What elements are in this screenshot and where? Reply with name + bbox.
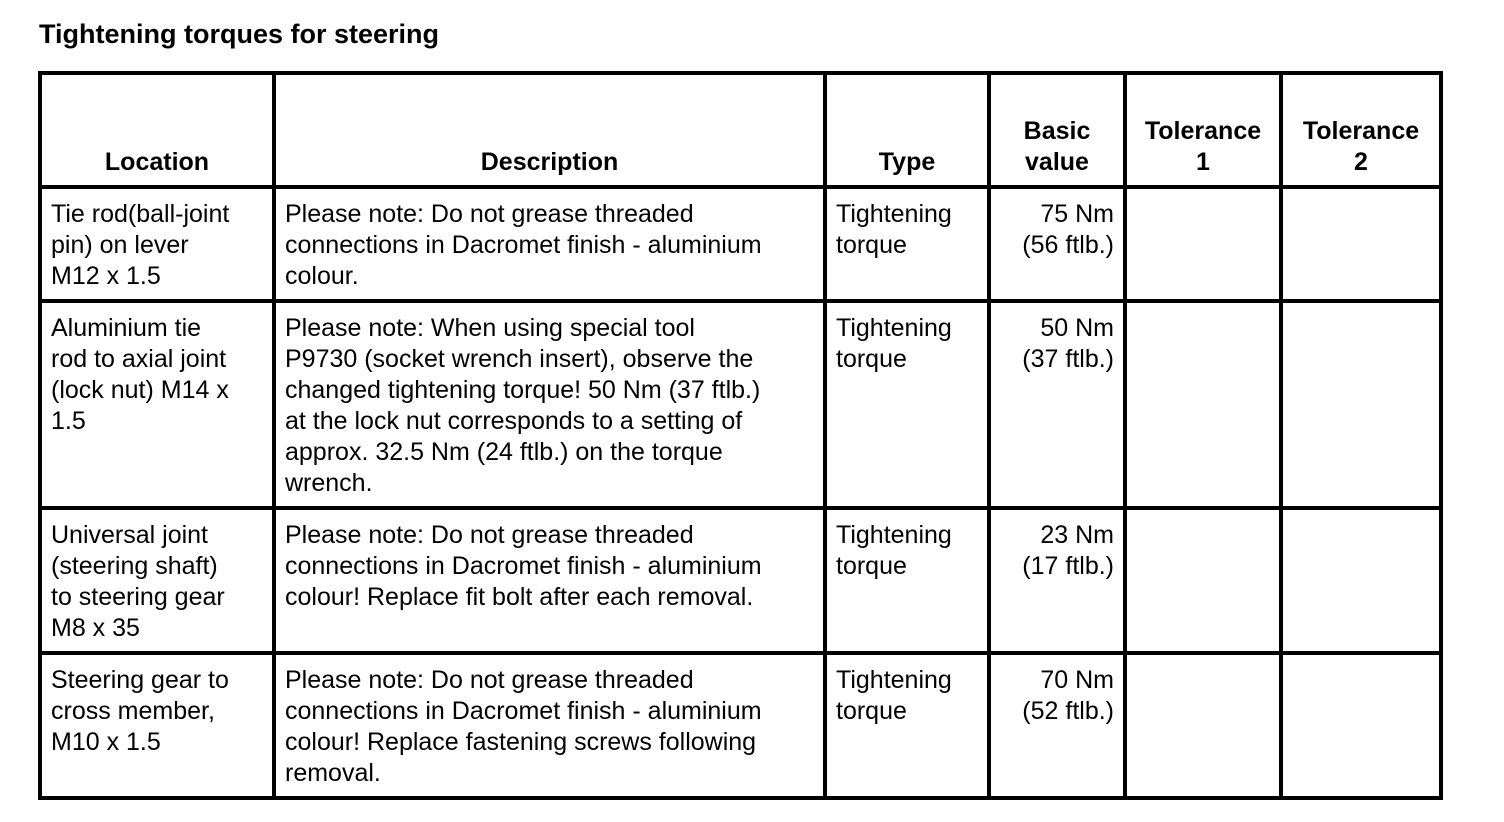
header-description: Description — [274, 73, 825, 187]
cell-tolerance-2 — [1281, 301, 1441, 508]
header-type: Type — [825, 73, 989, 187]
table-header-row — [40, 73, 1441, 187]
header-tolerance-1: Tolerance 1 — [1125, 73, 1281, 187]
cell-description: Please note: Do not grease threaded connections in Dacromet finish - aluminium colour! Replace fit bolt after each removal. — [274, 508, 825, 653]
header-location: Location — [40, 73, 274, 187]
cell-type: Tightening torque — [825, 187, 989, 301]
cell-tolerance-2 — [1281, 187, 1441, 301]
cell-type: Tightening torque — [825, 653, 989, 798]
cell-basic-value: 70 Nm (52 ftlb.) — [989, 653, 1125, 798]
cell-basic-value: 23 Nm (17 ftlb.) — [989, 508, 1125, 653]
cell-description: Please note: Do not grease threaded connections in Dacromet finish - aluminium colour. — [274, 187, 825, 301]
table-row — [40, 653, 1441, 798]
table-row — [40, 187, 1441, 301]
cell-tolerance-1 — [1125, 653, 1281, 798]
header-basic-value: Basic value — [989, 73, 1125, 187]
cell-basic-value: 75 Nm (56 ftlb.) — [989, 187, 1125, 301]
cell-tolerance-1 — [1125, 301, 1281, 508]
cell-basic-value: 50 Nm (37 ftlb.) — [989, 301, 1125, 508]
cell-tolerance-2 — [1281, 653, 1441, 798]
table-row — [40, 508, 1441, 653]
cell-description: Please note: Do not grease threaded connections in Dacromet finish - aluminium colour! Replace fastening screws following removal. — [274, 653, 825, 798]
cell-tolerance-1 — [1125, 187, 1281, 301]
document-title: Tightening torques for steering — [39, 19, 440, 49]
cell-description: Please note: When using special tool P9730 (socket wrench insert), observe the changed tightening torque! 50 Nm (37 ftlb.) at the lock nut corresponds to a setting of approx. 32.5 Nm (24 ftlb.) on the torque wrench. — [274, 301, 825, 508]
cell-location: Steering gear to cross member, M10 x 1.5 — [40, 653, 274, 798]
header-tolerance-2: Tolerance 2 — [1281, 73, 1441, 187]
table-row — [40, 301, 1441, 508]
cell-tolerance-1 — [1125, 508, 1281, 653]
cell-type: Tightening torque — [825, 301, 989, 508]
cell-location: Universal joint (steering shaft) to steering gear M8 x 35 — [40, 508, 274, 653]
cell-type: Tightening torque — [825, 508, 989, 653]
cell-tolerance-2 — [1281, 508, 1441, 653]
cell-location: Tie rod(ball-joint pin) on lever M12 x 1.5 — [40, 187, 274, 301]
tightening-torques-table — [38, 71, 1443, 800]
cell-location: Aluminium tie rod to axial joint (lock nut) M14 x 1.5 — [40, 301, 274, 508]
